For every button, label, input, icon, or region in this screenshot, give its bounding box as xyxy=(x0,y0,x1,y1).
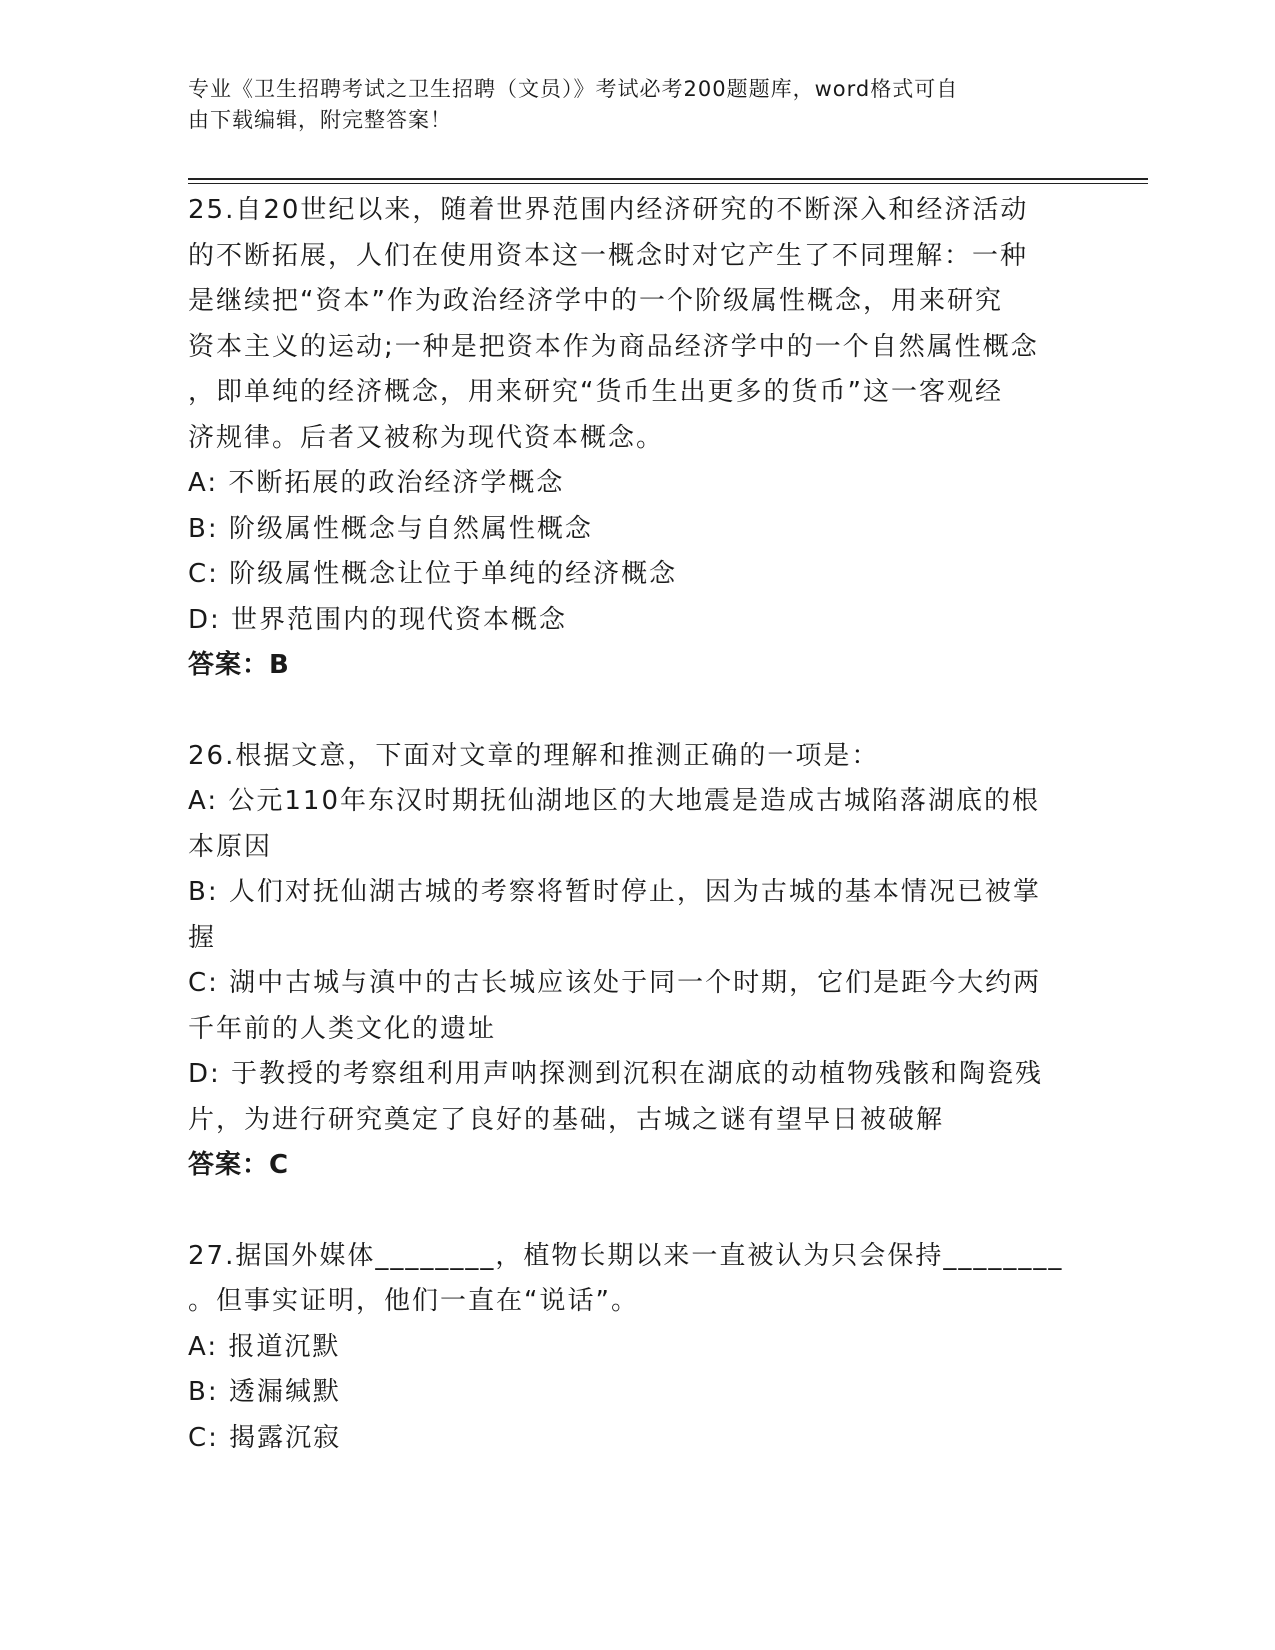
question-stem-line: 资本主义的运动;一种是把资本作为商品经济学中的一个自然属性概念 xyxy=(188,331,1039,362)
option-a: A: 报道沉默 xyxy=(188,1331,341,1362)
option-c: C: 阶级属性概念让位于单纯的经济概念 xyxy=(188,559,678,589)
answer-label: 答案：B xyxy=(188,650,290,680)
option-c: C: 湖中古城与滇中的古长城应该处于同一个时期，它们是距今大约两 xyxy=(188,968,1042,998)
option-a-continued: 本原因 xyxy=(188,831,273,862)
option-b: B: 人们对抚仙湖古城的考察将暂时停止，因为古城的基本情况已被掌 xyxy=(188,877,1041,907)
option-a: A: 不断拓展的政治经济学概念 xyxy=(188,468,565,498)
option-d: D: 世界范围内的现代资本概念 xyxy=(188,604,568,635)
question-stem-line: 26.根据文意，下面对文章的理解和推测正确的一项是： xyxy=(188,740,880,771)
question-stem-line: 的不断拓展，人们在使用资本这一概念时对它产生了不同理解：一种 xyxy=(188,240,1029,271)
option-b: B: 透漏缄默 xyxy=(188,1377,341,1407)
option-c: C: 揭露沉寂 xyxy=(188,1422,342,1453)
question-stem-line: ，即单纯的经济概念，用来研究“货币生出更多的货币”这一客观经 xyxy=(188,377,1003,407)
option-b-continued: 握 xyxy=(188,922,217,953)
option-d: D: 于教授的考察组利用声呐探测到沉积在湖底的动植物残骸和陶瓷残 xyxy=(188,1059,1044,1089)
document-header xyxy=(188,74,1068,136)
option-c-continued: 千年前的人类文化的遗址 xyxy=(188,1013,497,1044)
answer-label: 答案：C xyxy=(188,1150,290,1180)
question-26 xyxy=(188,734,1068,1189)
question-25 xyxy=(188,188,1068,689)
option-d-continued: 片，为进行研究奠定了良好的基础，古城之谜有望早日被破解 xyxy=(188,1104,945,1135)
question-list xyxy=(188,188,1068,1461)
header-line-1: 专业《卫生招聘考试之卫生招聘（文员）》考试必考200题题库，word格式可自 xyxy=(188,77,959,101)
header-divider-thick xyxy=(188,178,1148,180)
question-stem-line: 济规律。后者又被称为现代资本概念。 xyxy=(188,422,665,453)
option-a: A: 公元110年东汉时期抚仙湖地区的大地震是造成古城陷落湖底的根 xyxy=(188,786,1040,816)
question-27 xyxy=(188,1234,1068,1462)
header-line-2: 由下载编辑，附完整答案！ xyxy=(188,108,452,132)
question-stem-line: 是继续把“资本”作为政治经济学中的一个阶级属性概念，用来研究 xyxy=(188,286,1003,316)
option-b: B: 阶级属性概念与自然属性概念 xyxy=(188,513,593,544)
question-stem-line: 25.自20世纪以来，随着世界范围内经济研究的不断深入和经济活动 xyxy=(188,195,1029,225)
header-divider-thin xyxy=(188,183,1148,184)
question-stem-line: 27.据国外媒体________，植物长期以来一直被认为只会保持________ xyxy=(188,1240,1064,1271)
question-stem-line: 。但事实证明，他们一直在“说话”。 xyxy=(188,1286,639,1316)
